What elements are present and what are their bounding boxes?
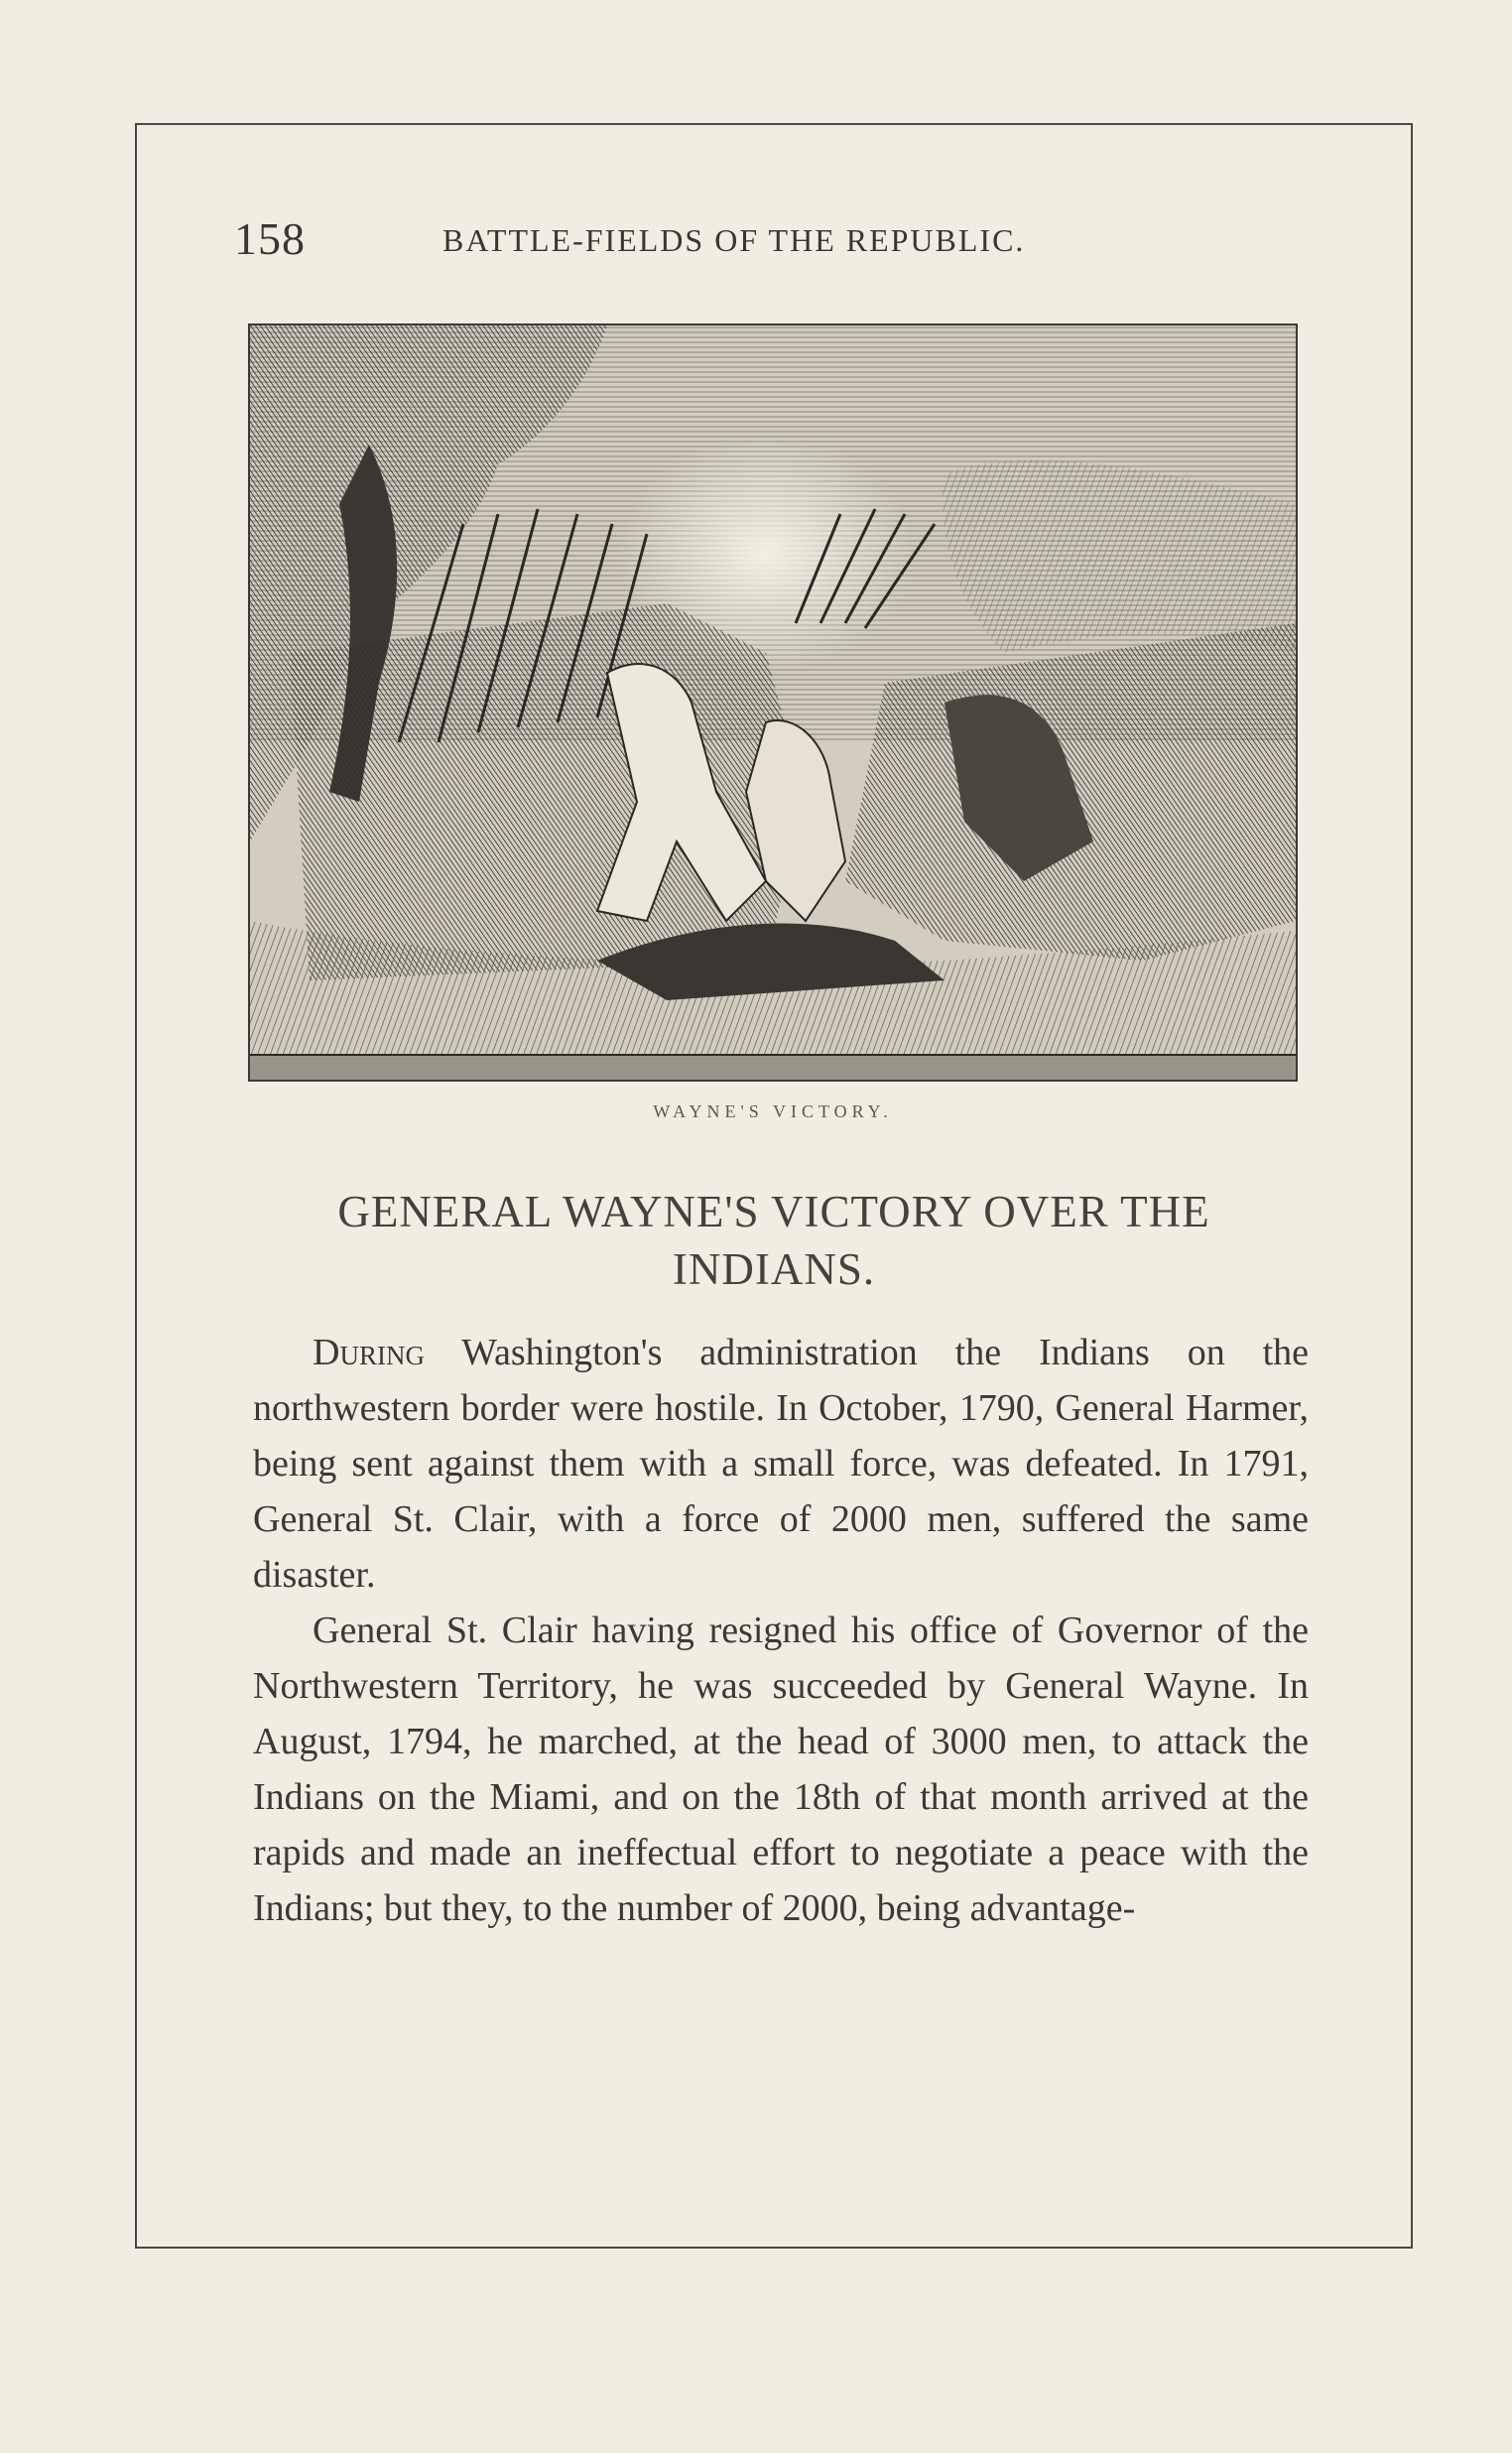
running-head [234, 212, 1316, 272]
paragraph-1-text: Washington's administration the Indians on the northwestern border were hostile. In October, 1790, General Harmer, being sent against them with a small force, was defeated. In 1791, General St. Clair, with a force of 2000 men, suffered the same disaster. [253, 1332, 1309, 1596]
paragraph-1 [253, 1325, 1309, 1603]
battle-engraving-art [250, 325, 1296, 1080]
paragraph-lead-word: During [313, 1332, 425, 1373]
body-text [253, 1325, 1309, 1936]
battle-engraving [248, 323, 1298, 1082]
running-title: BATTLE-FIELDS OF THE REPUBLIC. [442, 222, 1026, 258]
page-number: 158 [234, 213, 306, 264]
paragraph-2: General St. Clair having resigned his office of Governor of the Northwestern Territory, he was succeeded by General Wayne. In August, 1794, he marched, at the head of 3000 men, to attack the Indians on the Miami, and on the 18th of that month arrived at the rapids and made an ineffectual effort to negotiate a peace with the Indians; but they, to the number of 2000, being advantage- [253, 1610, 1309, 1929]
chapter-title: GENERAL WAYNE'S VICTORY OVER THE INDIANS. [337, 1187, 1210, 1294]
illustration-caption: WAYNE'S VICTORY. [653, 1101, 893, 1121]
